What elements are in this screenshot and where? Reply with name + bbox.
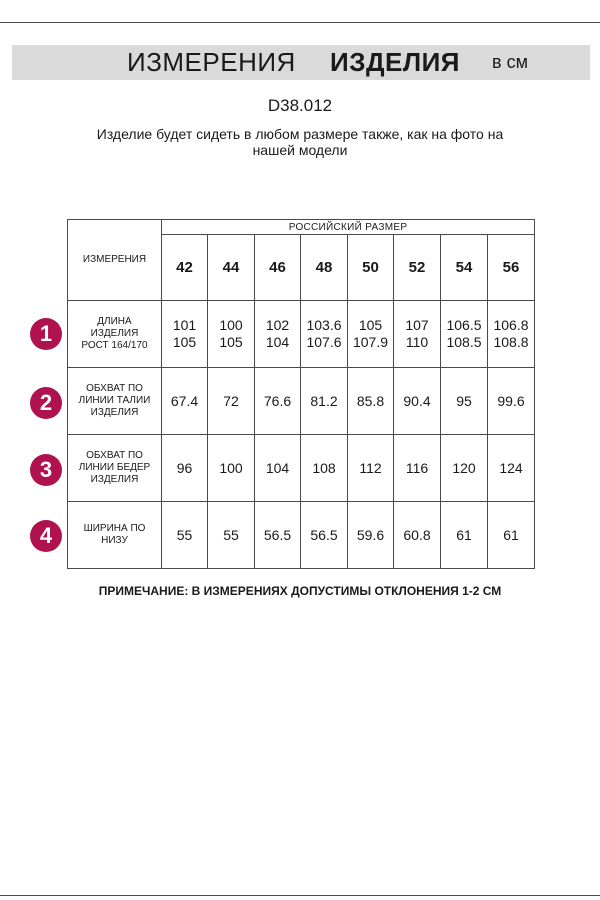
table-row — [68, 435, 535, 502]
size-header: 46 — [255, 235, 301, 301]
size-header: 42 — [162, 235, 208, 301]
value-cell: 61 — [488, 502, 535, 569]
value-cell: 103.6 107.6 — [301, 301, 348, 368]
value-cell: 112 — [348, 435, 394, 502]
value-cell: 56.5 — [301, 502, 348, 569]
size-table — [67, 219, 535, 569]
value-cell: 124 — [488, 435, 535, 502]
row-label-line: НИЗУ — [101, 535, 128, 546]
size-header: 52 — [394, 235, 441, 301]
value-cell: 60.8 — [394, 502, 441, 569]
measurements-header: ИЗМЕРЕНИЯ — [68, 220, 162, 301]
value-cell: 100 — [208, 435, 255, 502]
table-row — [68, 368, 535, 435]
title-unit: в см — [492, 52, 528, 72]
value-cell: 55 — [162, 502, 208, 569]
fit-description-line: нашей модели — [252, 142, 348, 158]
row-label-length — [68, 301, 162, 368]
title-banner — [12, 45, 590, 80]
bottom-divider — [0, 895, 600, 896]
row-label-waist — [68, 368, 162, 435]
row-label-line: ШИРИНА ПО — [83, 523, 146, 534]
row-label-line: РОСТ 164/170 — [81, 340, 148, 351]
row-number-badge: 1 — [30, 318, 62, 350]
title-word-measurements: ИЗМЕРЕНИЯ — [127, 47, 296, 77]
row-number-badge: 2 — [30, 387, 62, 419]
value-cell: 95 — [441, 368, 488, 435]
article-number: D38.012 — [267, 96, 333, 115]
value-cell: 67.4 — [162, 368, 208, 435]
value-cell: 105 107.9 — [348, 301, 394, 368]
value-cell: 106.8 108.8 — [488, 301, 535, 368]
fit-description-line: Изделие будет сидеть в любом размере также, как на фото на — [96, 126, 504, 142]
row-number-badge: 4 — [30, 520, 62, 552]
value-cell: 102 104 — [255, 301, 301, 368]
size-header: 44 — [208, 235, 255, 301]
size-header: 54 — [441, 235, 488, 301]
value-cell: 120 — [441, 435, 488, 502]
table-row — [68, 301, 535, 368]
value-cell: 96 — [162, 435, 208, 502]
value-cell: 99.6 — [488, 368, 535, 435]
tolerance-note: ПРИМЕЧАНИЕ: В ИЗМЕРЕНИЯХ ДОПУСТИМЫ ОТКЛОНЕНИЯ 1-2 СМ — [98, 584, 502, 598]
russian-size-header: РОССИЙСКИЙ РАЗМЕР — [162, 220, 535, 235]
value-cell: 106.5 108.5 — [441, 301, 488, 368]
value-cell: 56.5 — [255, 502, 301, 569]
value-cell: 81.2 — [301, 368, 348, 435]
value-cell: 55 — [208, 502, 255, 569]
title-word-item: ИЗДЕЛИЯ — [330, 47, 460, 77]
value-cell: 100 105 — [208, 301, 255, 368]
top-divider — [0, 22, 600, 23]
value-cell: 61 — [441, 502, 488, 569]
row-label-line: ОБХВАТ ПО — [86, 450, 143, 461]
value-cell: 90.4 — [394, 368, 441, 435]
value-cell: 108 — [301, 435, 348, 502]
row-label-line: ЛИНИИ ТАЛИИ — [78, 395, 151, 406]
value-cell: 72 — [208, 368, 255, 435]
row-label-line: ИЗДЕЛИЯ — [90, 407, 139, 418]
size-header: 48 — [301, 235, 348, 301]
row-number-badge: 3 — [30, 454, 62, 486]
row-label-line: ИЗДЕЛИЯ — [90, 328, 139, 339]
value-cell: 76.6 — [255, 368, 301, 435]
row-label-line: ЛИНИИ БЕДЕР — [78, 462, 151, 473]
value-cell: 85.8 — [348, 368, 394, 435]
value-cell: 116 — [394, 435, 441, 502]
row-label-hem-width — [68, 502, 162, 569]
row-label-line: ИЗДЕЛИЯ — [90, 474, 139, 485]
fit-description — [75, 126, 525, 158]
value-cell: 104 — [255, 435, 301, 502]
value-cell: 101 105 — [162, 301, 208, 368]
row-label-line: ОБХВАТ ПО — [86, 383, 143, 394]
row-label-hips — [68, 435, 162, 502]
size-header: 50 — [348, 235, 394, 301]
size-header: 56 — [488, 235, 535, 301]
row-label-line: ДЛИНА — [97, 316, 132, 327]
value-cell: 59.6 — [348, 502, 394, 569]
value-cell: 107 110 — [394, 301, 441, 368]
table-row — [68, 502, 535, 569]
